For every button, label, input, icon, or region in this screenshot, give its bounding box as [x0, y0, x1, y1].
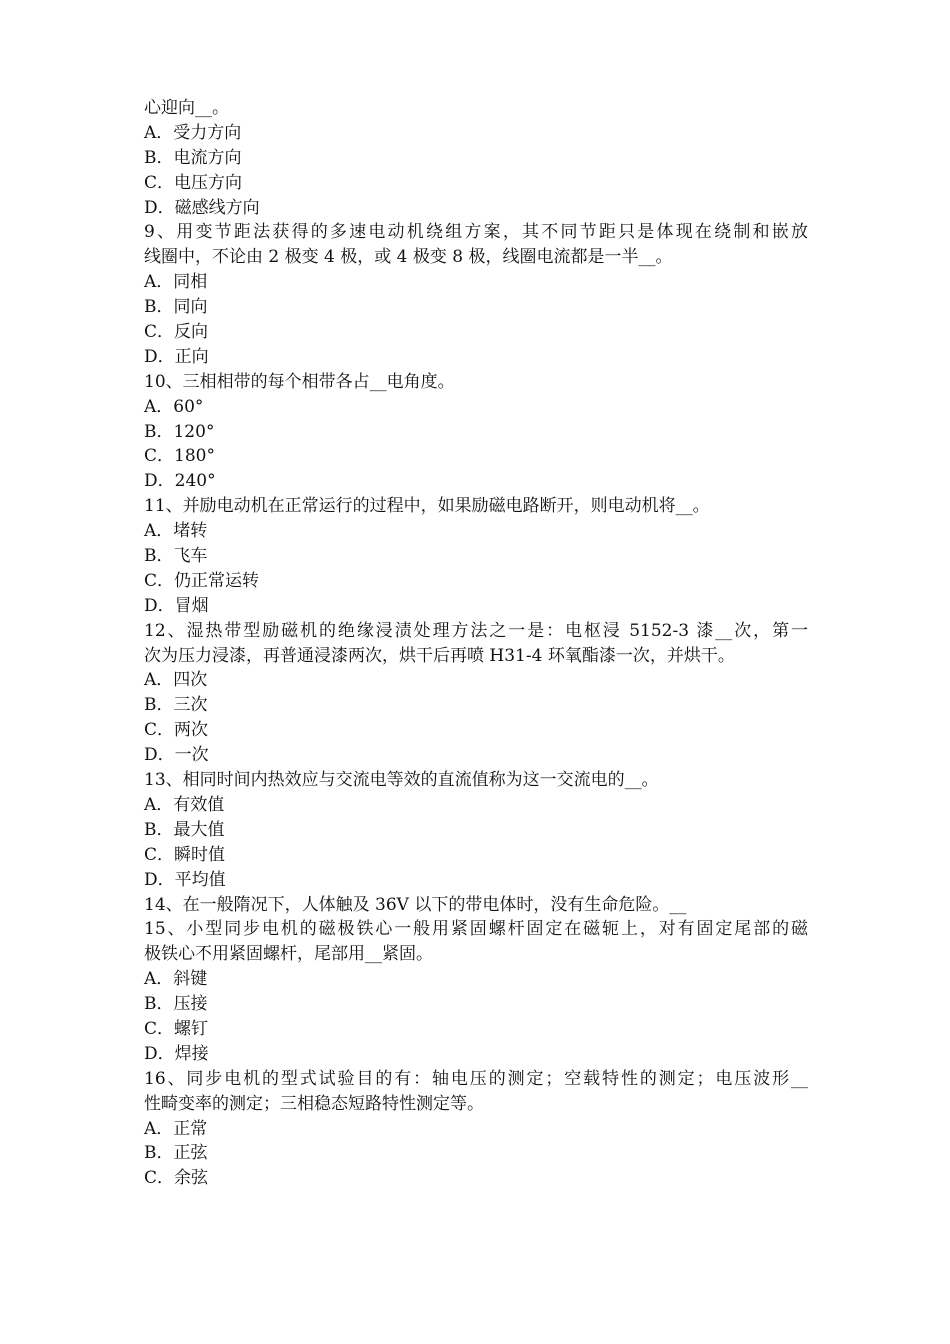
question-text-line: 9、用变节距法获得的多速电动机绕组方案，其不同节距只是体现在绕制和嵌放: [144, 222, 808, 243]
answer-option: C．两次: [144, 720, 209, 741]
answer-option: D．磁感线方向: [144, 197, 260, 218]
answer-option: B．正弦: [144, 1143, 208, 1164]
question-text-line: 次为压力浸漆，再普通浸漆两次，烘干后再喷 H31-4 环氧酯漆一次，并烘干。: [144, 645, 735, 666]
answer-option: B．同向: [144, 297, 208, 318]
answer-option: B．三次: [144, 695, 208, 716]
answer-option: B．压接: [144, 994, 208, 1015]
answer-option: A．同相: [144, 272, 208, 293]
answer-option: C．180°: [144, 446, 215, 467]
question-text-line: 线圈中，不论由 2 极变 4 极，或 4 极变 8 极，线圈电流都是一半__。: [144, 247, 673, 268]
answer-option: D．240°: [144, 471, 216, 492]
answer-option: A．60°: [144, 396, 204, 417]
answer-option: B．飞车: [144, 546, 208, 567]
answer-option: A．堵转: [144, 521, 208, 542]
question-text-line: 14、在一般隋况下，人体触及 36V 以下的带电体时，没有生命危险。__: [144, 894, 687, 915]
answer-option: C．余弦: [144, 1168, 209, 1189]
question-text-line: 16、同步电机的型式试验目的有：轴电压的测定；空载特性的测定；电压波形__: [144, 1068, 808, 1089]
answer-option: B．电流方向: [144, 147, 242, 168]
question-text-line: 15、小型同步电机的磁极铁心一般用紧固螺杆固定在磁轭上，对有固定尾部的磁: [144, 919, 808, 940]
answer-option: B．120°: [144, 421, 215, 442]
answer-option: A．正常: [144, 1118, 208, 1139]
answer-option: D．平均值: [144, 869, 226, 890]
question-text-line: 心迎向__。: [144, 98, 229, 118]
question-text-line: 11、并励电动机在正常运行的过程中，如果励磁电路断开，则电动机将__。: [144, 496, 710, 517]
answer-option: D．一次: [144, 745, 209, 766]
answer-option: B．最大值: [144, 819, 225, 840]
answer-option: A．四次: [144, 670, 208, 691]
answer-option: A．受力方向: [144, 122, 242, 143]
answer-option: C．电压方向: [144, 172, 243, 193]
question-text-line: 极铁心不用紧固螺杆，尾部用__紧固。: [144, 944, 433, 965]
question-text-line: 性畸变率的测定；三相稳态短路特性测定等。: [144, 1093, 484, 1114]
document-page: [144, 96, 808, 1191]
answer-option: A．有效值: [144, 794, 225, 815]
answer-option: A．斜键: [144, 969, 208, 990]
question-text-line: 10、三相相带的每个相带各占__电角度。: [144, 371, 455, 392]
answer-option: D．焊接: [144, 1043, 209, 1064]
question-text-line: 13、相同时间内热效应与交流电等效的直流值称为这一交流电的__。: [144, 770, 659, 791]
answer-option: D．正向: [144, 346, 209, 367]
answer-option: C．瞬时值: [144, 844, 226, 865]
answer-option: C．反向: [144, 322, 209, 343]
answer-option: D．冒烟: [144, 595, 209, 616]
answer-option: C．螺钉: [144, 1018, 209, 1039]
question-text-line: 12、湿热带型励磁机的绝缘浸渍处理方法之一是：电枢浸 5152-3 漆__次，第一: [144, 620, 808, 641]
answer-option: C．仍正常运转: [144, 570, 260, 591]
